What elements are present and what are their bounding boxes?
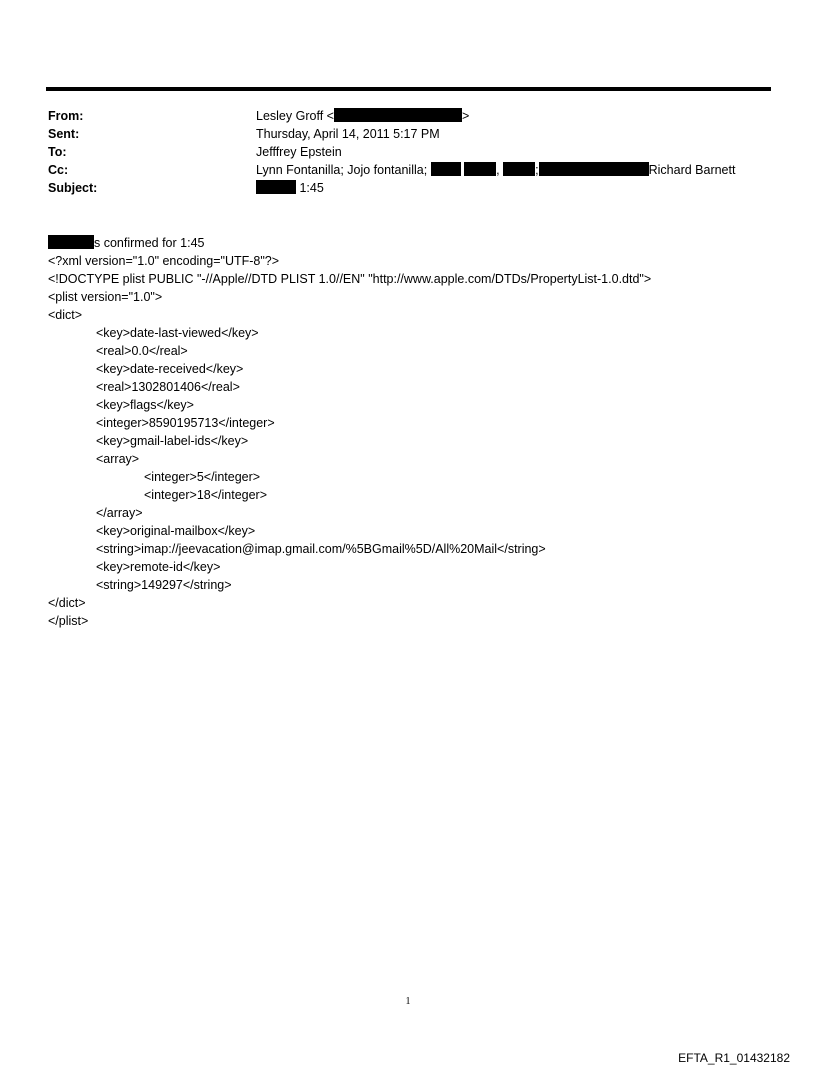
email-body <box>48 234 768 630</box>
xml-line: <key>remote-id</key> <box>96 560 221 574</box>
xml-line: <integer>8590195713</integer> <box>96 416 275 430</box>
header-divider <box>46 87 771 91</box>
from-suffix: > <box>461 109 470 123</box>
xml-line: <dict> <box>48 308 83 322</box>
xml-line: <key>flags</key> <box>96 398 194 412</box>
confirmation-text: s confirmed for 1:45 <box>94 236 205 250</box>
xml-line: <string>imap://jeevacation@imap.gmail.com/%5BGmail%5D/All%20Mail</string> <box>96 542 546 556</box>
xml-line: <real>1302801406</real> <box>96 380 240 394</box>
to-row <box>48 143 768 161</box>
xml-line: <plist version="1.0"> <box>48 290 163 304</box>
redaction-block <box>464 162 496 176</box>
xml-line: <key>date-received</key> <box>96 362 244 376</box>
xml-line: <?xml version="1.0" encoding="UTF-8"?> <box>48 254 280 268</box>
cc-separator: , <box>496 163 500 177</box>
from-row <box>48 107 768 125</box>
xml-line: <integer>5</integer> <box>144 470 261 484</box>
cc-start: Lynn Fontanilla; Jojo fontanilla; <box>256 163 428 177</box>
subject-text: 1:45 <box>299 181 324 195</box>
page-number: 1 <box>405 996 411 1007</box>
cc-value <box>256 161 735 179</box>
redaction-block <box>503 162 535 176</box>
sent-value: Thursday, April 14, 2011 5:17 PM <box>256 127 440 141</box>
xml-line: <array> <box>96 452 140 466</box>
sent-row <box>48 125 768 143</box>
cc-label: Cc: <box>48 163 69 177</box>
to-value: Jefffrey Epstein <box>256 145 342 159</box>
from-name: Lesley Groff < <box>256 109 334 123</box>
from-label: From: <box>48 109 84 123</box>
xml-line: <key>gmail-label-ids</key> <box>96 434 249 448</box>
subject-row <box>48 179 768 197</box>
redaction-block <box>48 235 94 249</box>
redaction-block <box>256 180 296 194</box>
cc-end: Richard Barnett <box>648 163 736 177</box>
redaction-block <box>334 108 462 122</box>
xml-line: </dict> <box>48 596 86 610</box>
xml-line: <real>0.0</real> <box>96 344 188 358</box>
xml-line: <key>original-mailbox</key> <box>96 524 256 538</box>
xml-line: <key>date-last-viewed</key> <box>96 326 259 340</box>
from-value <box>256 107 469 125</box>
to-label: To: <box>48 145 67 159</box>
redaction-block <box>539 162 649 176</box>
xml-line: </plist> <box>48 614 89 628</box>
subject-value <box>256 179 324 197</box>
xml-line: <integer>18</integer> <box>144 488 268 502</box>
sent-label: Sent: <box>48 127 80 141</box>
bates-number: EFTA_R1_01432182 <box>678 1051 790 1065</box>
plist-xml-block <box>48 252 768 630</box>
redaction-block <box>431 162 461 176</box>
subject-label: Subject: <box>48 181 98 195</box>
body-first-line <box>48 234 768 252</box>
xml-line: </array> <box>96 506 143 520</box>
xml-line: <string>149297</string> <box>96 578 232 592</box>
cc-separator: ; <box>535 163 539 177</box>
xml-line: <!DOCTYPE plist PUBLIC "-//Apple//DTD PLIST 1.0//EN" "http://www.apple.com/DTDs/PropertyList-1.0.dtd"> <box>48 272 652 286</box>
email-header <box>48 107 768 197</box>
cc-row <box>48 161 768 179</box>
